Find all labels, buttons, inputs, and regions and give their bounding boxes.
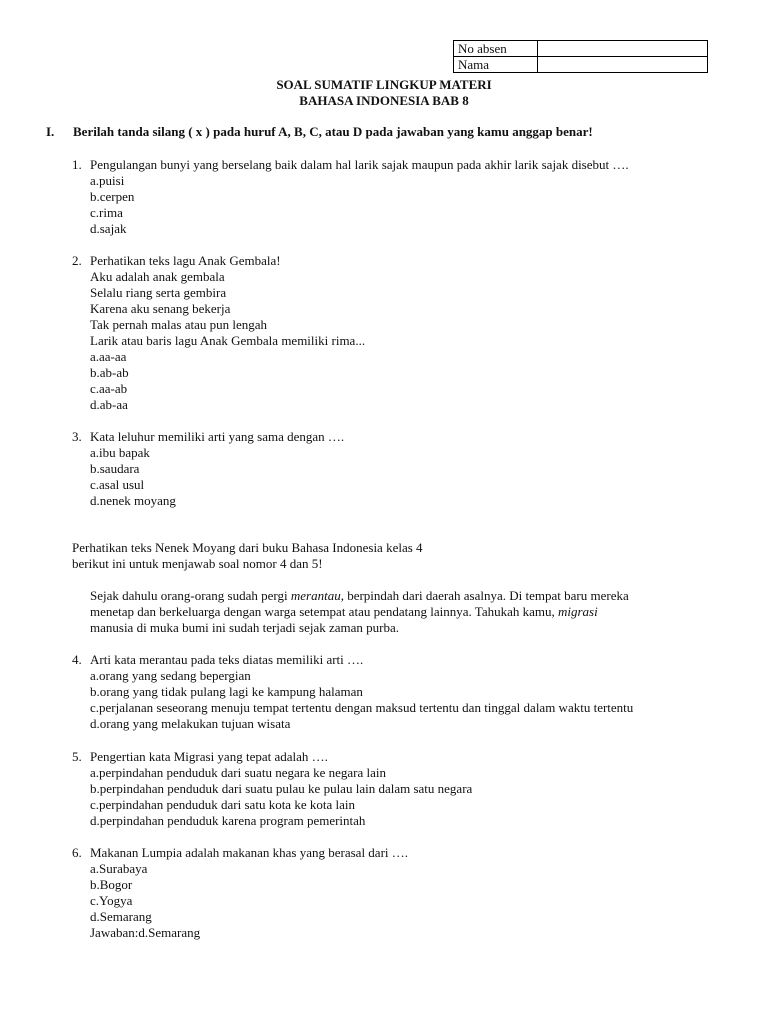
question-prompt: Larik atau baris lagu Anak Gembala memiliki rima... [90, 333, 366, 348]
section-number: I. [46, 124, 55, 139]
song-line: Aku adalah anak gembala [90, 269, 225, 284]
passage-emphasis: migrasi [558, 604, 598, 619]
option-a: a.perpindahan penduduk dari suatu negara ke negara lain [90, 765, 386, 780]
option-a: a.ibu bapak [90, 445, 150, 460]
option-a: a.orang yang sedang bepergian [90, 668, 251, 683]
identity-row-absen [454, 41, 708, 57]
nama-label: Nama [454, 57, 538, 73]
passage-line-2 [90, 604, 690, 620]
option-d: d.nenek moyang [90, 493, 176, 508]
question-text: Pengertian kata Migrasi yang tepat adalah …. [90, 749, 328, 764]
question-text: Perhatikan teks lagu Anak Gembala! [90, 253, 281, 268]
option-c: c.perjalanan seseorang menuju tempat tertentu dengan maksud tertentu dan tinggal dalam waktu tertentu [90, 700, 634, 715]
option-a: a.aa-aa [90, 349, 127, 364]
passage-line-1 [90, 588, 690, 604]
option-b: b.cerpen [90, 189, 135, 204]
option-d: d.perpindahan penduduk karena program pemerintah [90, 813, 366, 828]
question-number: 6. [72, 845, 82, 860]
answer-line: Jawaban:d.Semarang [90, 925, 201, 940]
nama-value [538, 57, 708, 73]
option-c: c.rima [90, 205, 123, 220]
song-line: Tak pernah malas atau pun lengah [90, 317, 268, 332]
passage-text: Sejak dahulu orang-orang sudah pergi [90, 588, 291, 603]
option-b: b.Bogor [90, 877, 133, 892]
option-b: b.ab-ab [90, 365, 129, 380]
passage-text: menetap dan berkeluarga dengan warga setempat atau pendatang lainnya. Tahukah kamu, [90, 604, 558, 619]
question-text: Makanan Lumpia adalah makanan khas yang berasal dari …. [90, 845, 409, 860]
passage-line-3: manusia di muka bumi ini sudah terjadi sejak zaman purba. [90, 620, 400, 635]
song-line: Karena aku senang bekerja [90, 301, 231, 316]
question-number: 2. [72, 253, 82, 268]
option-d: d.orang yang melakukan tujuan wisata [90, 716, 291, 731]
page-subtitle: BAHASA INDONESIA BAB 8 [299, 93, 469, 108]
question-text: Pengulangan bunyi yang berselang baik dalam hal larik sajak maupun pada akhir larik sajak disebut …. [90, 157, 629, 172]
question-number: 3. [72, 429, 82, 444]
question-text: Arti kata merantau pada teks diatas memiliki arti …. [90, 652, 364, 667]
option-c: c.Yogya [90, 893, 133, 908]
question-number: 5. [72, 749, 82, 764]
option-d: d.Semarang [90, 909, 152, 924]
option-b: b.saudara [90, 461, 140, 476]
option-c: c.perpindahan penduduk dari satu kota ke kota lain [90, 797, 355, 812]
option-d: d.sajak [90, 221, 127, 236]
identity-row-nama [454, 57, 708, 73]
question-number: 4. [72, 652, 82, 667]
option-a: a.Surabaya [90, 861, 148, 876]
option-b: b.orang yang tidak pulang lagi ke kampung halaman [90, 684, 363, 699]
passage-emphasis: merantau [290, 588, 341, 603]
option-d: d.ab-aa [90, 397, 128, 412]
intro-line: berikut ini untuk menjawab soal nomor 4 dan 5! [72, 556, 323, 571]
instruction-text: Berilah tanda silang ( x ) pada huruf A, B, C, atau D pada jawaban yang kamu anggap benar! [73, 124, 593, 139]
intro-line: Perhatikan teks Nenek Moyang dari buku Bahasa Indonesia kelas 4 [72, 540, 423, 555]
absen-label: No absen [454, 41, 538, 57]
song-line: Selalu riang serta gembira [90, 285, 227, 300]
identity-table [453, 40, 708, 73]
reading-intro [72, 540, 423, 572]
option-c: c.asal usul [90, 477, 145, 492]
question-text: Kata leluhur memiliki arti yang sama dengan …. [90, 429, 345, 444]
option-b: b.perpindahan penduduk dari suatu pulau ke pulau lain dalam satu negara [90, 781, 473, 796]
passage-text: , berpindah dari daerah asalnya. Di tempat baru mereka [340, 588, 629, 603]
option-c: c.aa-ab [90, 381, 128, 396]
page-title: SOAL SUMATIF LINGKUP MATERI [276, 77, 492, 92]
absen-value [538, 41, 708, 57]
question-number: 1. [72, 157, 82, 172]
reading-passage [90, 588, 690, 636]
option-a: a.puisi [90, 173, 125, 188]
